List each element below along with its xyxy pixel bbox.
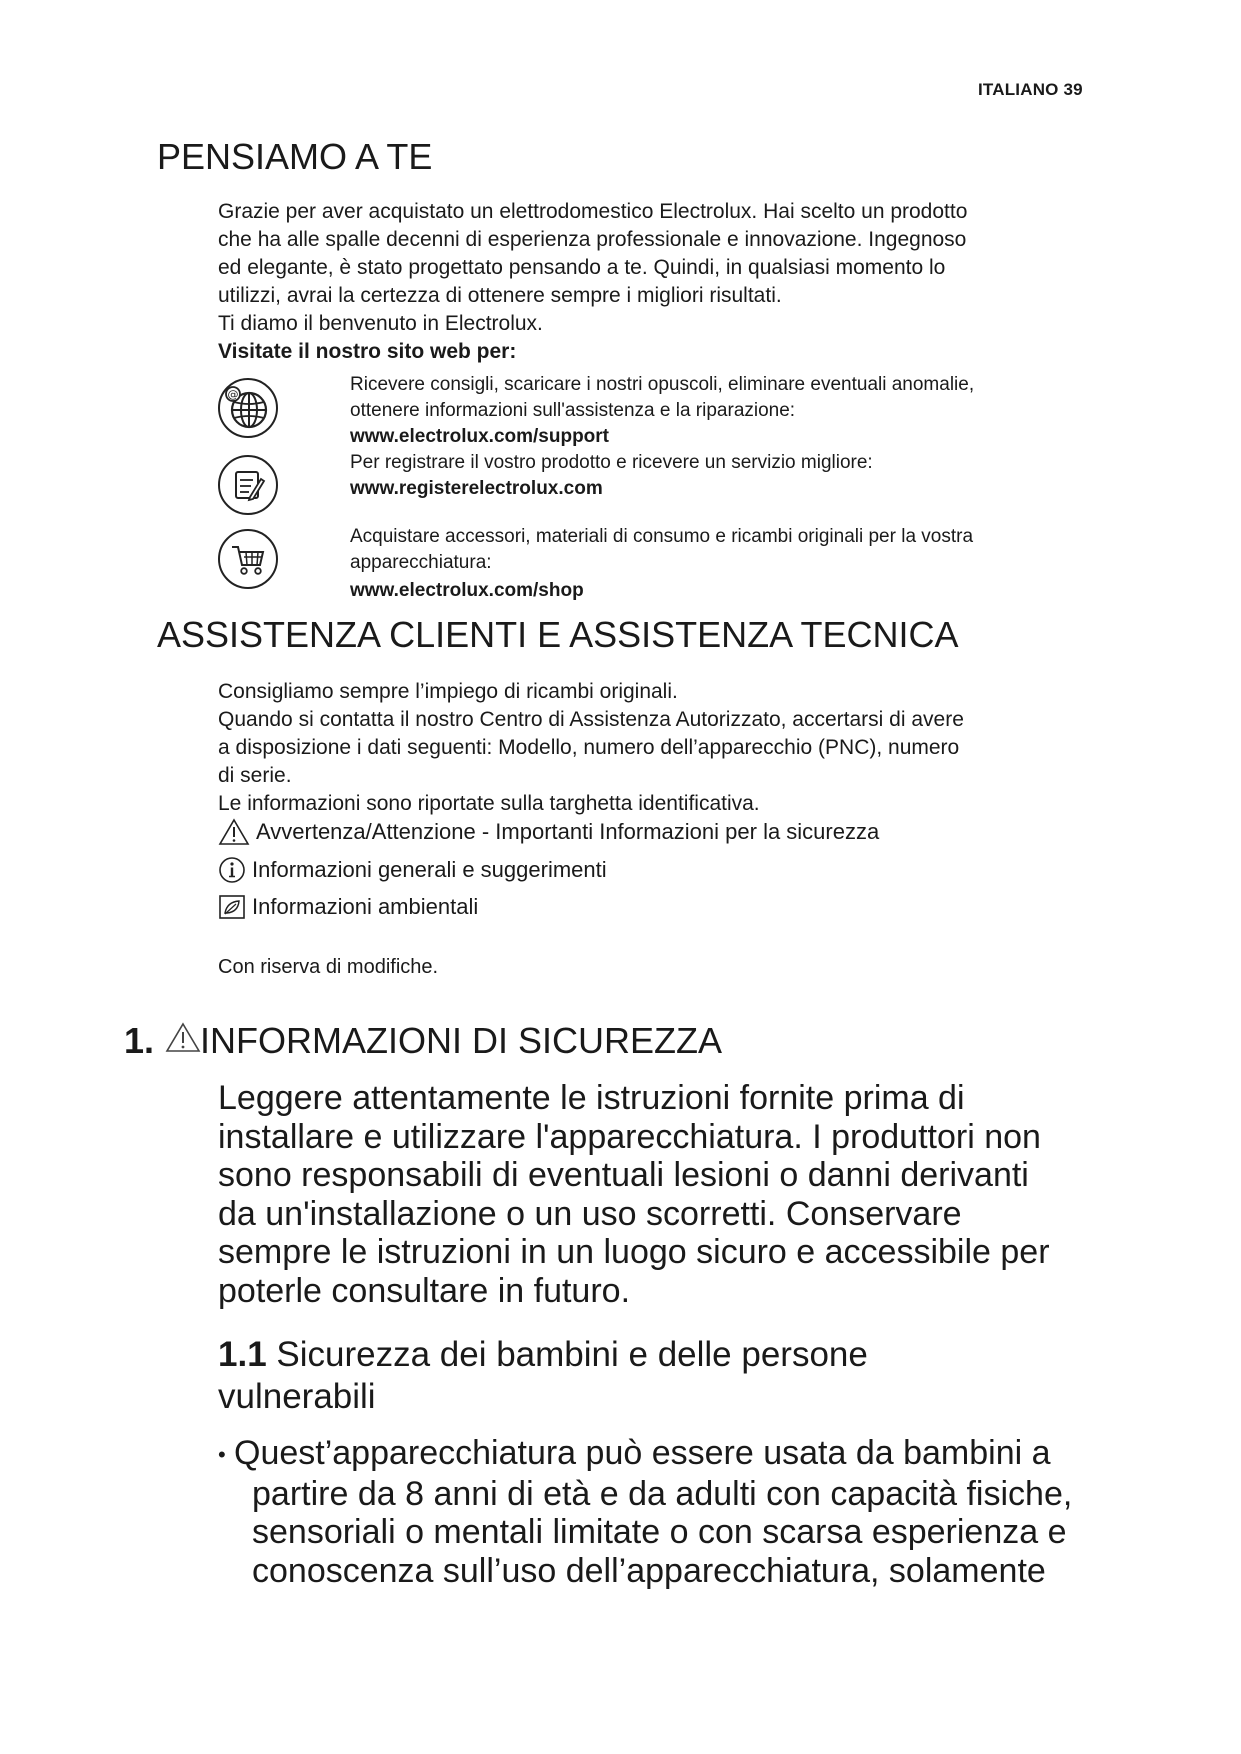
assistenza-line: Quando si contatta il nostro Centro di Assistenza Autorizzato, accertarsi di avere [218,708,964,731]
link-text: Ricevere consigli, scaricare i nostri opuscoli, eliminare eventuali anomalie, [350,374,975,395]
legend-info [218,856,607,884]
globe-icon [218,378,278,438]
support-link[interactable]: www.electrolux.com/support [350,426,610,447]
section-title-assistenza: ASSISTENZA CLIENTI E ASSISTENZA TECNICA [157,614,959,655]
safety-line: sono responsabili di eventuali lesioni o danni derivanti [218,1156,1029,1194]
safety-line: poterle consultare in futuro. [218,1271,631,1310]
link-block-shop [350,524,1150,604]
safety-line: installare e utilizzare l'apparecchiatura. I produttori non [218,1117,1041,1156]
bullet-line: sensoriali o mentali limitate o con scarsa esperienza e [252,1513,1067,1551]
warning-icon [164,1021,202,1053]
assistenza-paragraph [218,678,1138,818]
intro-paragraph [218,198,1138,366]
bullet-line: partire da 8 anni di età e da adulti con capacità fisiche, [252,1474,1073,1513]
intro-line: Grazie per aver acquistato un elettrodomestico Electrolux. Hai scelto un prodotto [218,200,968,223]
subsection-number: 1.1 [218,1335,267,1374]
intro-line: ed elegante, è stato progettato pensando a te. Quindi, in qualsiasi momento lo [218,256,946,279]
register-link[interactable]: www.registerelectrolux.com [350,478,603,499]
safety-heading [124,1020,722,1062]
link-text: apparecchiatura: [350,552,492,573]
subsection-title-cont: vulnerabili [218,1377,376,1416]
legend-warning [218,818,879,846]
bullet-item [218,1434,1158,1590]
safety-title: INFORMAZIONI DI SICUREZZA [200,1020,723,1061]
page-header-label: ITALIANO 39 [978,80,1083,99]
link-text: Acquistare accessori, materiali di consumo e ricambi originali per la vostra [350,526,974,547]
link-block-support [350,372,1150,502]
legend-text: Informazioni ambientali [252,894,479,919]
subsection-title: Sicurezza dei bambini e delle persone [276,1335,868,1374]
shop-link[interactable]: www.electrolux.com/shop [350,580,584,601]
register-icon [218,455,278,515]
bullet-dot: • [218,1442,226,1467]
info-icon [218,856,246,884]
safety-line: sempre le istruzioni in un luogo sicuro e accessibile per [218,1233,1050,1271]
environment-icon [218,893,246,921]
cart-icon [218,529,278,589]
link-text: Per registrare il vostro prodotto e ricevere un servizio migliore: [350,452,873,473]
visit-label: Visitate il nostro sito web per: [218,340,517,363]
assistenza-line: Le informazioni sono riportate sulla targhetta identificativa. [218,792,760,815]
svg-text:@: @ [227,388,239,401]
intro-line: utilizzi, avrai la certezza di ottenere sempre i migliori risultati. [218,284,782,307]
legend-text: Informazioni generali e suggerimenti [252,857,607,882]
warning-icon [218,818,250,846]
legend-text: Avvertenza/Attenzione - Importanti Informazioni per la sicurezza [256,819,880,844]
link-text: ottenere informazioni sull'assistenza e la riparazione: [350,400,796,421]
changes-note: Con riserva di modifiche. [218,956,439,978]
intro-line: Ti diamo il benvenuto in Electrolux. [218,312,543,335]
bullet-line: Quest’apparecchiatura può essere usata da bambini a [234,1434,1051,1472]
assistenza-line: di serie. [218,764,292,787]
assistenza-line: a disposizione i dati seguenti: Modello, numero dell’apparecchio (PNC), numero [218,736,960,759]
intro-line: che ha alle spalle decenni di esperienza professionale e innovazione. Ingegnoso [218,228,967,251]
section-title-pensiamo: PENSIAMO A TE [157,136,433,177]
safety-paragraph [218,1079,1158,1310]
section-number: 1. [124,1020,155,1061]
subsection-heading [218,1334,1118,1418]
legend-environment [218,893,478,921]
assistenza-line: Consigliamo sempre l’impiego di ricambi originali. [218,680,678,703]
safety-line: da un'installazione o un uso scorretti. Conservare [218,1194,962,1233]
bullet-line: conoscenza sull’uso dell’apparecchiatura, solamente [252,1551,1046,1590]
safety-line: Leggere attentamente le istruzioni fornite prima di [218,1079,965,1117]
